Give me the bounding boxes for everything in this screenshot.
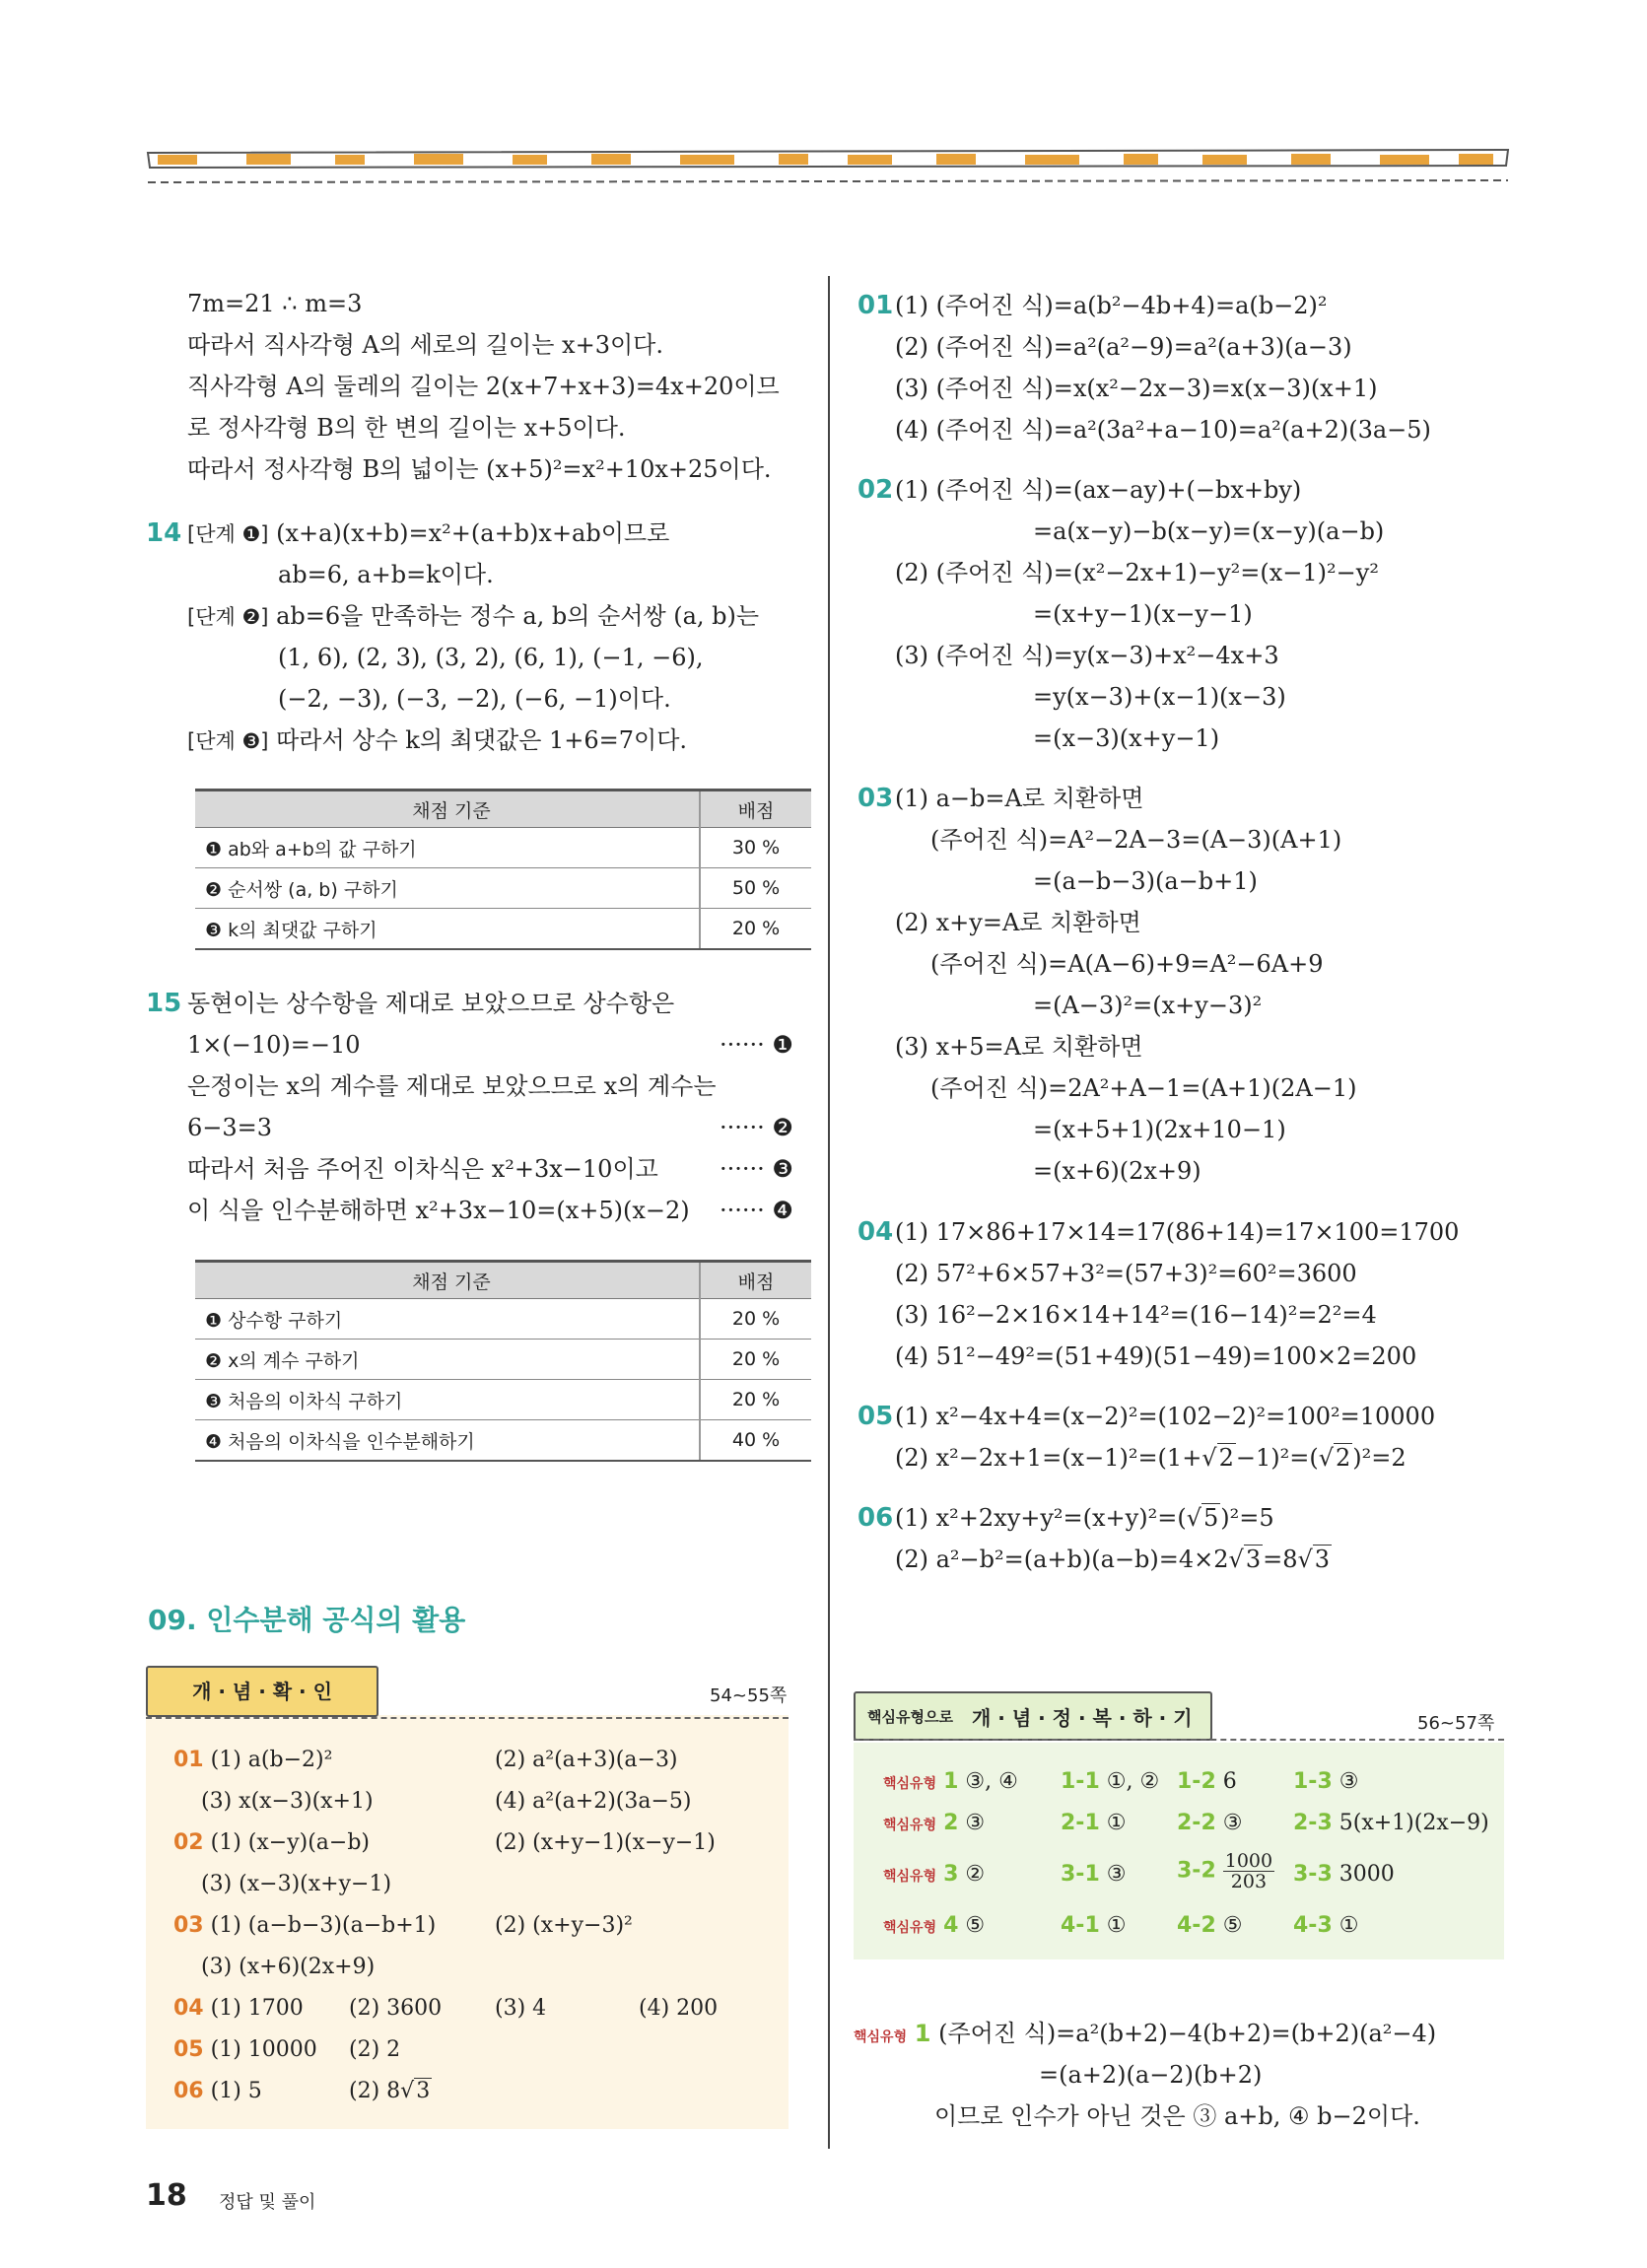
core-tag: 핵심유형 — [883, 1869, 937, 1885]
answer-text: (1) a(b−2)² — [210, 1748, 333, 1772]
core-number: 3-1 — [1061, 1862, 1100, 1887]
core-number: 2-2 — [1177, 1811, 1216, 1835]
text-line: =(A−3)²=(x+y−3)² — [1033, 992, 1263, 1019]
section-title: 09. 인수분해 공식의 활용 — [148, 1604, 466, 1636]
text-line: =a(x−y)−b(x−y)=(x−y)(a−b) — [1033, 517, 1385, 545]
core-number: 4 — [943, 1913, 959, 1938]
problem-number: 15 — [146, 989, 182, 1018]
answer-text: (3) x(x−3)(x+1) — [201, 1789, 374, 1814]
step-marker: ······ ❸ — [720, 1155, 793, 1183]
text-line: =(x+6)(2x+9) — [1033, 1157, 1201, 1185]
core-answer: ③, ④ — [965, 1769, 1018, 1794]
core-answer: ① — [1338, 1913, 1359, 1938]
text-segment: =8 — [1263, 1546, 1298, 1573]
answer-text: (1) 10000 — [210, 2037, 317, 2062]
table-cell: 50 % — [700, 868, 811, 909]
table-header: 배점 — [700, 790, 811, 828]
core-item — [1177, 1768, 1237, 1796]
step-marker: ······ ❷ — [720, 1114, 793, 1141]
text-line: (1) x²−4x+4=(x−2)²=(102−2)²=100²=10000 — [895, 1403, 1436, 1430]
text-line: =(x+y−1)(x−y−1) — [1033, 600, 1253, 628]
table-row — [195, 1420, 811, 1462]
core-tab-label: 개 · 념 · 정 · 복 · 하 · 기 — [972, 1706, 1193, 1730]
core-answer: ①, ② — [1106, 1769, 1160, 1794]
table-cell: ❶ 상수항 구하기 — [195, 1299, 700, 1340]
text-line: (−2, −3), (−3, −2), (−6, −1)이다. — [278, 685, 671, 713]
step-text: (x+a)(x+b)=x²+(a+b)x+ab이므로 — [276, 519, 670, 547]
answer-text: (3) (x+6)(2x+9) — [201, 1955, 376, 1979]
text-line: 동현이는 상수항을 제대로 보았으므로 상수항은 — [187, 990, 675, 1017]
text-segment: (1) x²+2xy+y²=(x+y)²=( — [895, 1504, 1187, 1532]
text-line: (3) 16²−2×16×14+14²=(16−14)²=2²=4 — [895, 1301, 1377, 1329]
answer-text: (3) (x−3)(x+y−1) — [201, 1872, 392, 1896]
answer-number: 03 — [173, 1913, 204, 1938]
text-line: (1) x²+2xy+y²=(x+y)²=(√5)²=5 — [895, 1504, 1274, 1532]
core-answer: ① — [1106, 1811, 1127, 1835]
problem-number: 04 — [858, 1217, 894, 1247]
core-item — [1293, 1810, 1489, 1837]
text-line: (2) 57²+6×57+3²=(57+3)²=60²=3600 — [895, 1260, 1357, 1287]
text-line: (2) a²−b²=(a+b)(a−b)=4×2√3=8√3 — [895, 1546, 1331, 1573]
text-line: (2) (주어진 식)=a²(a²−9)=a²(a+3)(a−3) — [895, 333, 1352, 361]
text-line: (1, 6), (2, 3), (3, 2), (6, 1), (−1, −6), — [278, 644, 704, 671]
step-line — [187, 601, 759, 632]
core-number: 1-2 — [1177, 1769, 1216, 1794]
text-line: 1×(−10)=−10 — [187, 1031, 361, 1059]
text-line: (주어진 식)=2A²+A−1=(A+1)(2A−1) — [930, 1074, 1357, 1102]
answer-text: (4) a²(a+2)(3a−5) — [495, 1789, 692, 1814]
core-answer: ⑤ — [1222, 1913, 1243, 1938]
text-line: 따라서 직사각형 A의 세로의 길이는 x+3이다. — [187, 331, 663, 359]
core-item — [883, 1861, 985, 1890]
core-answer: ③ — [1338, 1769, 1359, 1794]
page-number: 18 — [146, 2178, 187, 2213]
table-row — [195, 909, 811, 950]
table-cell: ❸ k의 최댓값 구하기 — [195, 909, 700, 950]
text-line: =(a+2)(a−2)(b+2) — [1039, 2061, 1263, 2089]
table-row — [195, 1299, 811, 1340]
scoring-table — [195, 789, 811, 950]
step-tag: [단계 ❶] — [187, 522, 269, 546]
table-cell: ❶ ab와 a+b의 값 구하기 — [195, 828, 700, 868]
text-line: 7m=21 ∴ m=3 — [187, 290, 363, 317]
core-number: 1-1 — [1061, 1769, 1100, 1794]
table-row — [195, 828, 811, 868]
text-line: (4) (주어진 식)=a²(3a²+a−10)=a²(a+2)(3a−5) — [895, 416, 1431, 444]
text-line: ab=6, a+b=k이다. — [278, 561, 494, 588]
step-tag: [단계 ❷] — [187, 605, 269, 629]
core-item — [1177, 1851, 1274, 1891]
solution-line — [854, 2019, 1436, 2052]
numerator: 1000 — [1224, 1850, 1273, 1872]
answer-number: 04 — [173, 1996, 204, 2021]
text-line: (2) (주어진 식)=(x²−2x+1)−y²=(x−1)²−y² — [895, 559, 1379, 586]
answer-text: (1) (a−b−3)(a−b+1) — [210, 1913, 437, 1938]
table-row — [195, 1340, 811, 1380]
core-answer: ② — [965, 1862, 986, 1887]
core-number: 1 — [943, 1769, 959, 1794]
text-segment: (2) x²−2x+1=(x−1)²=(1+ — [895, 1444, 1202, 1472]
answer-text: (4) 200 — [639, 1996, 719, 2021]
text-segment: −1)²=( — [1235, 1444, 1319, 1472]
concept-tab-label: 개 · 념 · 확 · 인 — [192, 1680, 332, 1703]
text-segment: )²=5 — [1220, 1504, 1274, 1532]
top-border-decoration — [0, 0, 1647, 197]
core-item — [1061, 1768, 1159, 1796]
text-line: =(x−3)(x+y−1) — [1033, 724, 1220, 752]
text-line: 이므로 인수가 아닌 것은 ③ a+b, ④ b−2이다. — [934, 2102, 1420, 2130]
text-line: (4) 51²−49²=(51+49)(51−49)=100×2=200 — [895, 1342, 1417, 1370]
answer-text: (2) 3600 — [349, 1996, 443, 2021]
core-answer: ③ — [1106, 1862, 1127, 1887]
table-row — [195, 1380, 811, 1420]
text-line: (2) x+y=A로 치환하면 — [895, 909, 1141, 936]
table-cell: 20 % — [700, 909, 811, 950]
answer-text: (2) 2 — [349, 2037, 401, 2062]
core-tag: 핵심유형 — [883, 1920, 937, 1936]
table-cell: ❷ 순서쌍 (a, b) 구하기 — [195, 868, 700, 909]
text-line: (3) x+5=A로 치환하면 — [895, 1033, 1143, 1061]
core-item — [883, 1768, 1018, 1798]
core-number: 3-2 — [1177, 1858, 1216, 1884]
step-line — [187, 518, 669, 549]
step-marker: ······ ❹ — [720, 1197, 793, 1224]
core-answer: ⑤ — [965, 1913, 986, 1938]
page-range: 54~55쪽 — [710, 1685, 788, 1706]
concept-tab — [146, 1666, 378, 1717]
core-number: 4-3 — [1293, 1913, 1333, 1938]
answer-text: (2) (x+y−3)² — [495, 1913, 633, 1938]
core-number: 4-2 — [1177, 1913, 1216, 1938]
radicand: 3 — [416, 2079, 431, 2103]
table-cell: ❹ 처음의 이차식을 인수분해하기 — [195, 1420, 700, 1462]
core-item — [1293, 1912, 1358, 1940]
step-text: 따라서 상수 k의 최댓값은 1+6=7이다. — [276, 726, 688, 754]
problem-number: 05 — [858, 1402, 894, 1431]
text-line: 은정이는 x의 계수를 제대로 보았으므로 x의 계수는 — [187, 1072, 717, 1100]
core-item — [883, 1810, 985, 1839]
text-line: (주어진 식)=A²−2A−3=(A−3)(A+1) — [930, 826, 1342, 854]
table-cell: ❷ x의 계수 구하기 — [195, 1340, 700, 1380]
text-line: (1) 17×86+17×14=17(86+14)=17×100=1700 — [895, 1218, 1460, 1246]
text-line: =y(x−3)+(x−1)(x−3) — [1033, 683, 1286, 711]
text-line: 따라서 처음 주어진 이차식은 x²+3x−10이고 — [187, 1155, 658, 1183]
core-answer: 6 — [1222, 1769, 1237, 1794]
text-line: (1) (주어진 식)=(ax−ay)+(−bx+by) — [895, 476, 1302, 504]
core-number: 4-1 — [1061, 1913, 1100, 1938]
text-line: (주어진 식)=A(A−6)+9=A²−6A+9 — [930, 950, 1324, 978]
core-number: 2 — [943, 1811, 959, 1835]
core-item — [1293, 1768, 1358, 1796]
core-tab — [854, 1691, 1212, 1741]
core-item — [1177, 1810, 1242, 1837]
problem-number: 02 — [858, 475, 894, 505]
core-item — [1061, 1810, 1126, 1837]
radicand: 3 — [1314, 1546, 1331, 1573]
dashed-rule — [146, 1717, 789, 1719]
text-line: 직사각형 A의 둘레의 길이는 2(x+7+x+3)=4x+20이므 — [187, 373, 780, 400]
radicand: 2 — [1218, 1444, 1234, 1472]
table-cell: ❸ 처음의 이차식 구하기 — [195, 1380, 700, 1420]
text-line: 이 식을 인수분해하면 x²+3x−10=(x+5)(x−2) — [187, 1197, 690, 1224]
column-divider — [828, 276, 830, 2149]
answer-number: 05 — [173, 2037, 204, 2062]
page-label: 정답 및 풀이 — [219, 2192, 316, 2213]
answer-number: 02 — [173, 1830, 204, 1855]
answer-text: (1) 1700 — [210, 1996, 304, 2021]
radicand: 3 — [1245, 1546, 1262, 1573]
radicand: 2 — [1336, 1444, 1351, 1472]
answer-text: (2) (x+y−1)(x−y−1) — [495, 1830, 716, 1855]
radicand: 5 — [1202, 1504, 1219, 1532]
step-line — [187, 725, 687, 756]
table-header: 배점 — [700, 1262, 811, 1299]
step-text: ab=6을 만족하는 정수 a, b의 순서쌍 (a, b)는 — [276, 602, 760, 630]
table-header: 채점 기준 — [195, 790, 700, 828]
step-tag: [단계 ❸] — [187, 729, 269, 753]
core-tag: 핵심유형 — [854, 2029, 908, 2045]
core-number: 2-1 — [1061, 1811, 1100, 1835]
text-segment: (2) a²−b²=(a+b)(a−b)=4×2 — [895, 1546, 1229, 1573]
dashed-rule — [854, 1739, 1504, 1741]
core-tab-prefix: 핵심유형으로 — [867, 1708, 953, 1726]
core-answer: 3000 — [1338, 1862, 1395, 1887]
core-answer: 5(x+1)(2x−9) — [1338, 1811, 1489, 1835]
text-line: (3) (주어진 식)=x(x²−2x−3)=x(x−3)(x+1) — [895, 375, 1378, 402]
scoring-table — [195, 1260, 811, 1462]
core-item — [1061, 1861, 1126, 1889]
core-item — [1293, 1861, 1395, 1889]
core-item — [1177, 1912, 1242, 1940]
text-line: (2) x²−2x+1=(x−1)²=(1+√2−1)²=(√2)²=2 — [895, 1444, 1407, 1472]
core-number: 3 — [943, 1862, 959, 1887]
answer-text: (2) 8 — [349, 2079, 401, 2103]
core-number: 3-3 — [1293, 1862, 1333, 1887]
table-cell: 20 % — [700, 1299, 811, 1340]
table-cell: 40 % — [700, 1420, 811, 1462]
answer-text: (2) 8√3 — [349, 2079, 431, 2103]
text-line: (3) (주어진 식)=y(x−3)+x²−4x+3 — [895, 642, 1279, 669]
answer-number: 01 — [173, 1748, 204, 1772]
fraction — [1223, 1851, 1274, 1891]
core-answer: ① — [1106, 1913, 1127, 1938]
answer-text: (1) 5 — [210, 2079, 262, 2103]
table-cell: 20 % — [700, 1380, 811, 1420]
core-number: 1-3 — [1293, 1769, 1333, 1794]
text-line: =(a−b−3)(a−b+1) — [1033, 867, 1258, 895]
table-cell: 20 % — [700, 1340, 811, 1380]
table-header: 채점 기준 — [195, 1262, 700, 1299]
text-line: 로 정사각형 B의 한 변의 길이는 x+5이다. — [187, 414, 626, 442]
text-line: 6−3=3 — [187, 1114, 273, 1141]
text-line: (주어진 식)=a²(b+2)−4(b+2)=(b+2)(a²−4) — [938, 2020, 1437, 2047]
core-item — [883, 1912, 985, 1942]
problem-number: 03 — [858, 784, 894, 813]
core-item — [1061, 1912, 1126, 1940]
problem-number: 14 — [146, 518, 182, 548]
denominator: 203 — [1230, 1871, 1268, 1892]
answer-text: (3) 4 — [495, 1996, 547, 2021]
text-line: (1) a−b=A로 치환하면 — [895, 785, 1144, 812]
core-number: 2-3 — [1293, 1811, 1333, 1835]
text-segment: )²=2 — [1352, 1444, 1407, 1472]
table-row — [195, 868, 811, 909]
text-line: 따라서 정사각형 B의 넓이는 (x+5)²=x²+10x+25이다. — [187, 455, 772, 483]
problem-number: 01 — [858, 291, 894, 320]
core-number: 1 — [914, 2020, 931, 2047]
answer-text: (2) a²(a+3)(a−3) — [495, 1748, 678, 1772]
step-marker: ······ ❶ — [720, 1031, 793, 1059]
core-answer: ③ — [965, 1811, 986, 1835]
core-tag: 핵심유형 — [883, 1776, 937, 1792]
answer-text: (1) (x−y)(a−b) — [210, 1830, 371, 1855]
answer-number: 06 — [173, 2079, 204, 2103]
text-line: =(x+5+1)(2x+10−1) — [1033, 1116, 1286, 1143]
core-tag: 핵심유형 — [883, 1818, 937, 1833]
page-range: 56~57쪽 — [1417, 1713, 1495, 1734]
table-cell: 30 % — [700, 828, 811, 868]
core-answer: ③ — [1222, 1811, 1243, 1835]
text-line: (1) (주어진 식)=a(b²−4b+4)=a(b−2)² — [895, 292, 1328, 319]
problem-number: 06 — [858, 1503, 894, 1533]
